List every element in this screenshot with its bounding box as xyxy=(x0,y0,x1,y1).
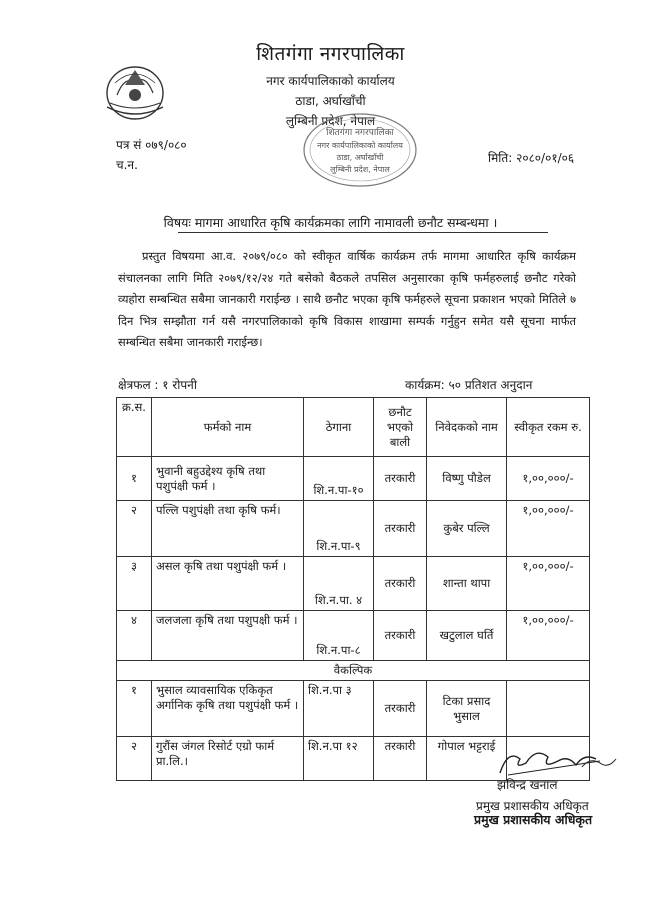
office-stamp xyxy=(300,110,420,190)
cell-address: शि.न.पा-९ xyxy=(304,501,374,557)
cell-firm: भुसाल व्यावसायिक एकिकृत अर्गानिक कृषि तथा पशुपंक्षी फर्म । xyxy=(152,681,304,737)
cell-crop: तरकारी xyxy=(374,681,427,737)
stamp-line1: शितगंगा नगरपालिका xyxy=(326,128,394,138)
cell-amount: १,००,०००/- xyxy=(507,557,590,611)
signatory-title-stamp: प्रमुख प्रशासकीय अधिकृत xyxy=(474,812,593,827)
table-row xyxy=(117,681,590,737)
cell-crop: तरकारी xyxy=(374,557,427,611)
header-sn: क्र.स. xyxy=(117,398,152,457)
office-province: लुम्बिनी प्रदेश, नेपाल xyxy=(285,114,376,128)
letter-date: मिति: २०८०/०१/०६ xyxy=(488,151,575,165)
cell-sn: २ xyxy=(117,737,152,781)
letter-body xyxy=(118,246,576,354)
alternate-section-row xyxy=(117,661,590,681)
body-paragraph: प्रस्तुत विषयमा आ.व. २०७९/०८० को स्वीकृत वार्षिक कार्यक्रम तर्फ मागमा आधारित कृषि कार्यक्रम संचालनका लागि मिति २०७९/१२/२४ गते बसेको बैठकले तपसिल अनुसारका कृषि फर्महरुलाई छनौट गरेको व्यहोरा सम्बन्धित सबैमा जानकारी गराईन्छ । साथै छनौट भएका कृषि फर्महरुले सूचना प्रकाशन भएको मितिले ७ दिन भित्र सम्झौता गर्न यसै नगरपालिकाको कृषि विकास शाखामा सम्पर्क गर्नुहुन समेत यसै सूचना मार्फत सम्बन्धित सबैमा जानकारी गराईन्छ। xyxy=(118,249,576,349)
cell-applicant: कुबेर पल्लि xyxy=(427,501,507,557)
cell-sn: ४ xyxy=(117,611,152,661)
letter-subject: विषयः मागमा आधारित कृषि कार्यक्रमका लागि नामावली छनौट सम्बन्धमा । xyxy=(163,215,498,230)
cell-firm: गुरौंस जंगल रिसोर्ट एग्रो फार्म प्रा.लि.। xyxy=(152,737,304,781)
alternate-label: वैकल्पिक xyxy=(117,661,590,681)
cell-amount: १,००,०००/- xyxy=(507,457,590,501)
table-row xyxy=(117,501,590,557)
cell-applicant: टिका प्रसाद भुसाल xyxy=(427,681,507,737)
header-address: ठेगाना xyxy=(304,398,374,457)
cell-address: शि.न.पा ३ xyxy=(304,681,374,737)
cell-applicant: विष्णु पौडेल xyxy=(427,457,507,501)
header-crop: छनौट भएको बाली xyxy=(374,398,427,457)
cell-crop: तरकारी xyxy=(374,737,427,781)
cell-applicant: शान्ता थापा xyxy=(427,557,507,611)
cell-sn: १ xyxy=(117,457,152,501)
reference-number: पत्र सं ०७९/०८० xyxy=(116,138,187,152)
selected-farms-table xyxy=(116,397,590,781)
office-location: ठाडा, अर्घाखाँची xyxy=(295,94,366,108)
cell-firm: असल कृषि तथा पशुपंक्षी फर्म । xyxy=(152,557,304,611)
cell-crop: तरकारी xyxy=(374,501,427,557)
table-row xyxy=(117,611,590,661)
subject-underline xyxy=(178,232,548,233)
header-applicant: निवेदकको नाम xyxy=(427,398,507,457)
cell-address: शि.न.पा. ४ xyxy=(304,557,374,611)
program-label: कार्यक्रम: ५० प्रतिशत अनुदान xyxy=(405,378,533,392)
cell-address: शि.न.पा १२ xyxy=(304,737,374,781)
cell-crop: तरकारी xyxy=(374,457,427,501)
signatory-title: प्रमुख प्रशासकीय अधिकृत xyxy=(476,799,589,813)
cell-applicant: खटुलाल घर्ति xyxy=(427,611,507,661)
cell-amount xyxy=(507,681,590,737)
header-firm: फर्मको नाम xyxy=(152,398,304,457)
table-row xyxy=(117,557,590,611)
stamp-line3: ठाडा, अर्घाखाँची xyxy=(336,153,384,162)
cell-amount: १,००,०००/- xyxy=(507,611,590,661)
office-subtitle: नगर कार्यपालिकाको कार्यालय xyxy=(266,74,395,88)
table-header-row xyxy=(117,398,590,457)
dispatch-number: च.न. xyxy=(116,158,138,172)
cell-firm: पल्लि पशुपंक्षी तथा कृषि फर्म। xyxy=(152,501,304,557)
table-row xyxy=(117,457,590,501)
stamp-line4: लुम्बिनी प्रदेश, नेपाल xyxy=(330,165,390,174)
area-label: क्षेत्रफल : १ रोपनी xyxy=(118,378,197,392)
cell-crop: तरकारी xyxy=(374,611,427,661)
cell-amount: १,००,०००/- xyxy=(507,501,590,557)
cell-firm: जलजला कृषि तथा पशुपक्षी फर्म । xyxy=(152,611,304,661)
office-title: शितगंगा नगरपालिका xyxy=(256,43,405,65)
cell-sn: ३ xyxy=(117,557,152,611)
signatory-name: झविन्द्र खनाल xyxy=(497,778,558,792)
header-amount: स्वीकृत रकम रु. xyxy=(507,398,590,457)
stamp-line2: नगर कार्यपालिकाको कार्यालय xyxy=(317,141,403,150)
cell-sn: २ xyxy=(117,501,152,557)
cell-address: शि.न.पा-८ xyxy=(304,611,374,661)
cell-sn: १ xyxy=(117,681,152,737)
cell-applicant: गोपाल भट्टराई xyxy=(427,737,507,781)
cell-firm: भुवानी बहुउद्देश्य कृषि तथा पशुपंक्षी फर्म । xyxy=(152,457,304,501)
cell-address: शि.न.पा-१० xyxy=(304,457,374,501)
